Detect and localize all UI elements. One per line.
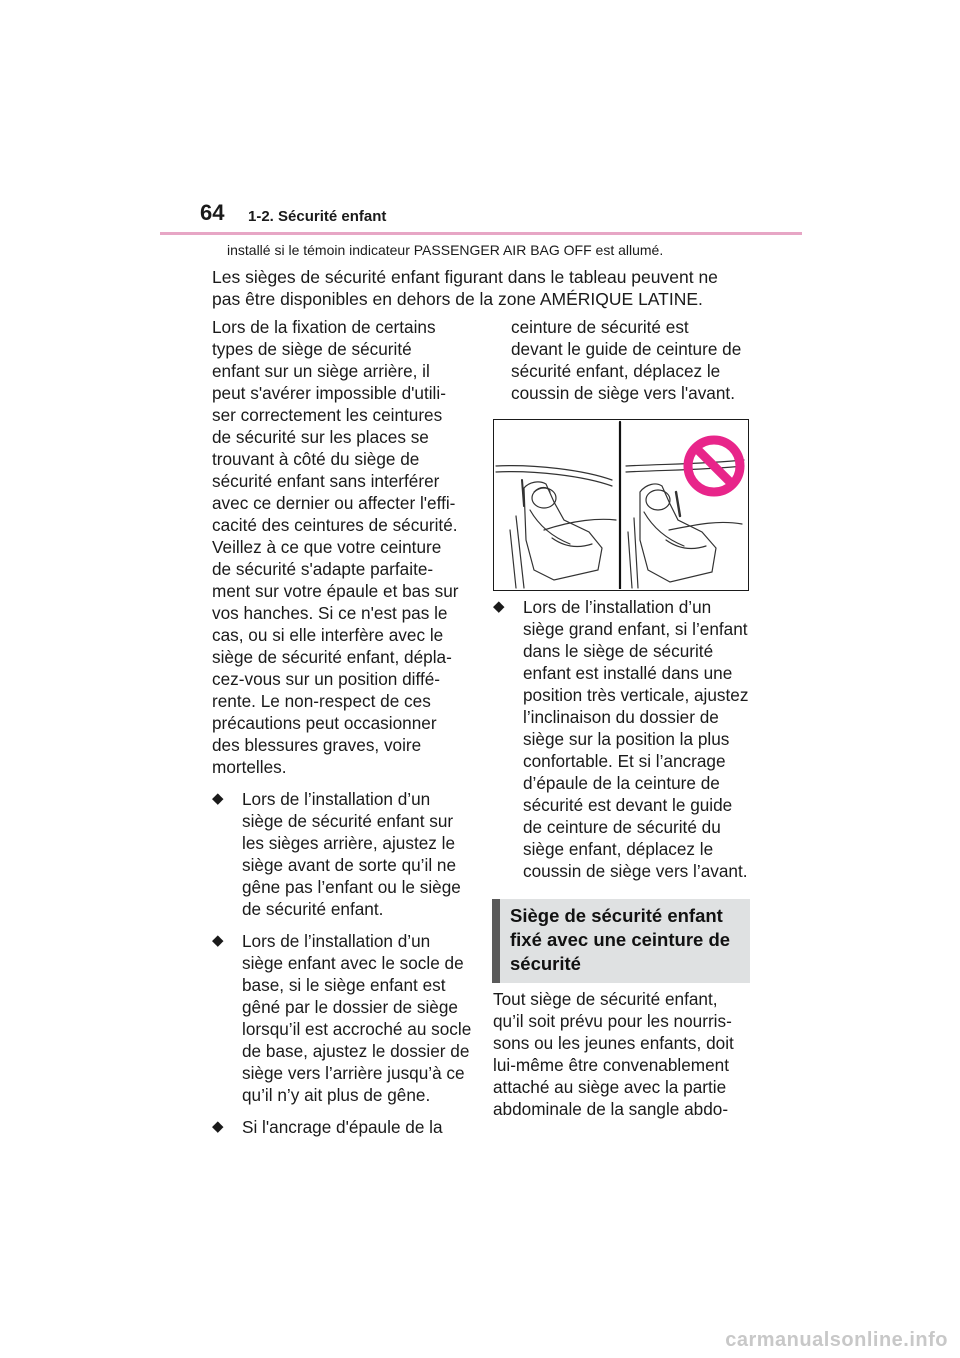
- text-line: cacité des ceintures de sécurité.: [212, 515, 458, 535]
- text-line: devant le guide de ceinture de: [511, 339, 742, 359]
- right-column-continuation: [493, 316, 753, 404]
- text-line: ser correctement les ceintures: [212, 405, 443, 425]
- watermark-footer: carmanualsonline.info: [725, 1329, 948, 1351]
- text-line: Tout siège de sécurité enfant,: [493, 989, 718, 1009]
- text-line: de ceinture de sécurité du: [523, 817, 721, 837]
- subsection-heading: [492, 899, 750, 983]
- text-line: précautions peut occasionner: [212, 713, 437, 733]
- header-rule: [160, 232, 802, 235]
- text-line: siège de sécurité enfant sur: [242, 811, 454, 831]
- text-line: Veillez à ce que votre ceinture: [212, 537, 442, 557]
- prohibition-icon: [688, 440, 740, 492]
- subsection-paragraph: [493, 988, 758, 1120]
- heading-line: fixé avec une ceinture de: [510, 929, 731, 950]
- text-line: de sécurité enfant.: [242, 899, 384, 919]
- table-footnote: installé si le témoin indicateur PASSENGER AIR BAG OFF est allumé.: [227, 242, 664, 258]
- text-line: coussin de siège vers l'avant.: [511, 383, 735, 403]
- text-line: sons ou les jeunes enfants, doit: [493, 1033, 734, 1053]
- text-line: de sécurité sur les places se: [212, 427, 429, 447]
- text-line: Lors de l’installation d’un: [242, 931, 431, 951]
- filled-diamond-icon: ◆: [493, 598, 505, 615]
- text-line: sécurité enfant sans interférer: [212, 471, 440, 491]
- filled-diamond-icon: ◆: [212, 790, 224, 807]
- text-line: siège grand enfant, si l’enfant: [523, 619, 748, 639]
- bullet-item: [212, 1116, 472, 1138]
- text-line: cas, ou si elle interfère avec le: [212, 625, 444, 645]
- text-line: types de siège de sécurité: [212, 339, 412, 359]
- text-line: siège enfant, déplacez le: [523, 839, 714, 859]
- heading-line: sécurité: [510, 953, 581, 974]
- text-line: de base, ajustez le dossier de: [242, 1041, 470, 1061]
- text-line: confortable. Et si l’ancrage: [523, 751, 726, 771]
- text-line: Si l'ancrage d'épaule de la: [242, 1117, 443, 1137]
- text-line: vos hanches. Si ce n'est pas le: [212, 603, 448, 623]
- section-title: 1-2. Sécurité enfant: [248, 208, 387, 225]
- text-line: de sécurité s'adapte parfaite-: [212, 559, 434, 579]
- child-seat-drawing: [494, 420, 747, 589]
- text-line: position très verticale, ajustez: [523, 685, 749, 705]
- text-line: Lors de l’installation d’un: [523, 597, 712, 617]
- text-line: abdominale de la sangle abdo-: [493, 1099, 729, 1119]
- text-line: siège vers l’arrière jusqu’à ce: [242, 1063, 465, 1083]
- intro-line: pas être disponibles en dehors de la zone AMÉRIQUE LATINE.: [212, 289, 703, 309]
- filled-diamond-icon: ◆: [212, 1118, 224, 1135]
- text-line: avec ce dernier ou affecter l'effi-: [212, 493, 456, 513]
- text-line: siège avant de sorte qu’il ne: [242, 855, 457, 875]
- text-line: ceinture de sécurité est: [511, 317, 689, 337]
- text-line: siège enfant avec le socle de: [242, 953, 464, 973]
- text-line: dans le siège de sécurité: [523, 641, 714, 661]
- text-line: siège sur la position la plus: [523, 729, 730, 749]
- text-line: enfant est installé dans une: [523, 663, 733, 683]
- text-line: Lors de l’installation d’un: [242, 789, 431, 809]
- text-line: peut s'avérer impossible d'utili-: [212, 383, 446, 403]
- text-line: coussin de siège vers l’avant.: [523, 861, 748, 881]
- filled-diamond-icon: ◆: [212, 932, 224, 949]
- text-line: qu’il soit prévu pour les nourris-: [493, 1011, 732, 1031]
- bullet-item: [212, 930, 472, 1106]
- text-line: sécurité enfant, déplacez le: [511, 361, 721, 381]
- text-line: lorsqu’il est accroché au socle: [242, 1019, 472, 1039]
- text-line: trouvant à côté du siège de: [212, 449, 420, 469]
- bullet-item: [212, 788, 472, 920]
- text-line: enfant sur un siège arrière, il: [212, 361, 430, 381]
- page-number: 64: [200, 200, 225, 225]
- text-line: gêné par le dossier de siège: [242, 997, 458, 1017]
- text-line: l’inclinaison du dossier de: [523, 707, 719, 727]
- text-line: cez-vous sur un position diffé-: [212, 669, 441, 689]
- text-line: siège de sécurité enfant, dépla-: [212, 647, 452, 667]
- text-line: lui-même être convenablement: [493, 1055, 729, 1075]
- intro-line: Les sièges de sécurité enfant figurant dans le tableau peuvent ne: [212, 267, 718, 287]
- text-line: des blessures graves, voire: [212, 735, 422, 755]
- text-line: ment sur votre épaule et bas sur: [212, 581, 459, 601]
- text-line: qu’il n’y ait plus de gêne.: [242, 1085, 431, 1105]
- text-line: d’épaule de la ceinture de: [523, 773, 720, 793]
- seat-illustration: [493, 419, 749, 591]
- warning-paragraph: [212, 316, 472, 778]
- text-line: gêne pas l’enfant ou le siège: [242, 877, 461, 897]
- text-line: mortelles.: [212, 757, 287, 777]
- text-line: sécurité est devant le guide: [523, 795, 733, 815]
- right-column-bullets: [493, 596, 758, 882]
- bullet-item: [493, 596, 758, 882]
- heading-line: Siège de sécurité enfant: [510, 905, 723, 926]
- text-line: les sièges arrière, ajustez le: [242, 833, 456, 853]
- text-line: Lors de la fixation de certains: [212, 317, 436, 337]
- text-line: base, si le siège enfant est: [242, 975, 446, 995]
- text-line: attaché au siège avec la partie: [493, 1077, 727, 1097]
- left-column: [212, 316, 472, 1138]
- intro-paragraph: [212, 266, 772, 310]
- text-line: rente. Le non-respect de ces: [212, 691, 431, 711]
